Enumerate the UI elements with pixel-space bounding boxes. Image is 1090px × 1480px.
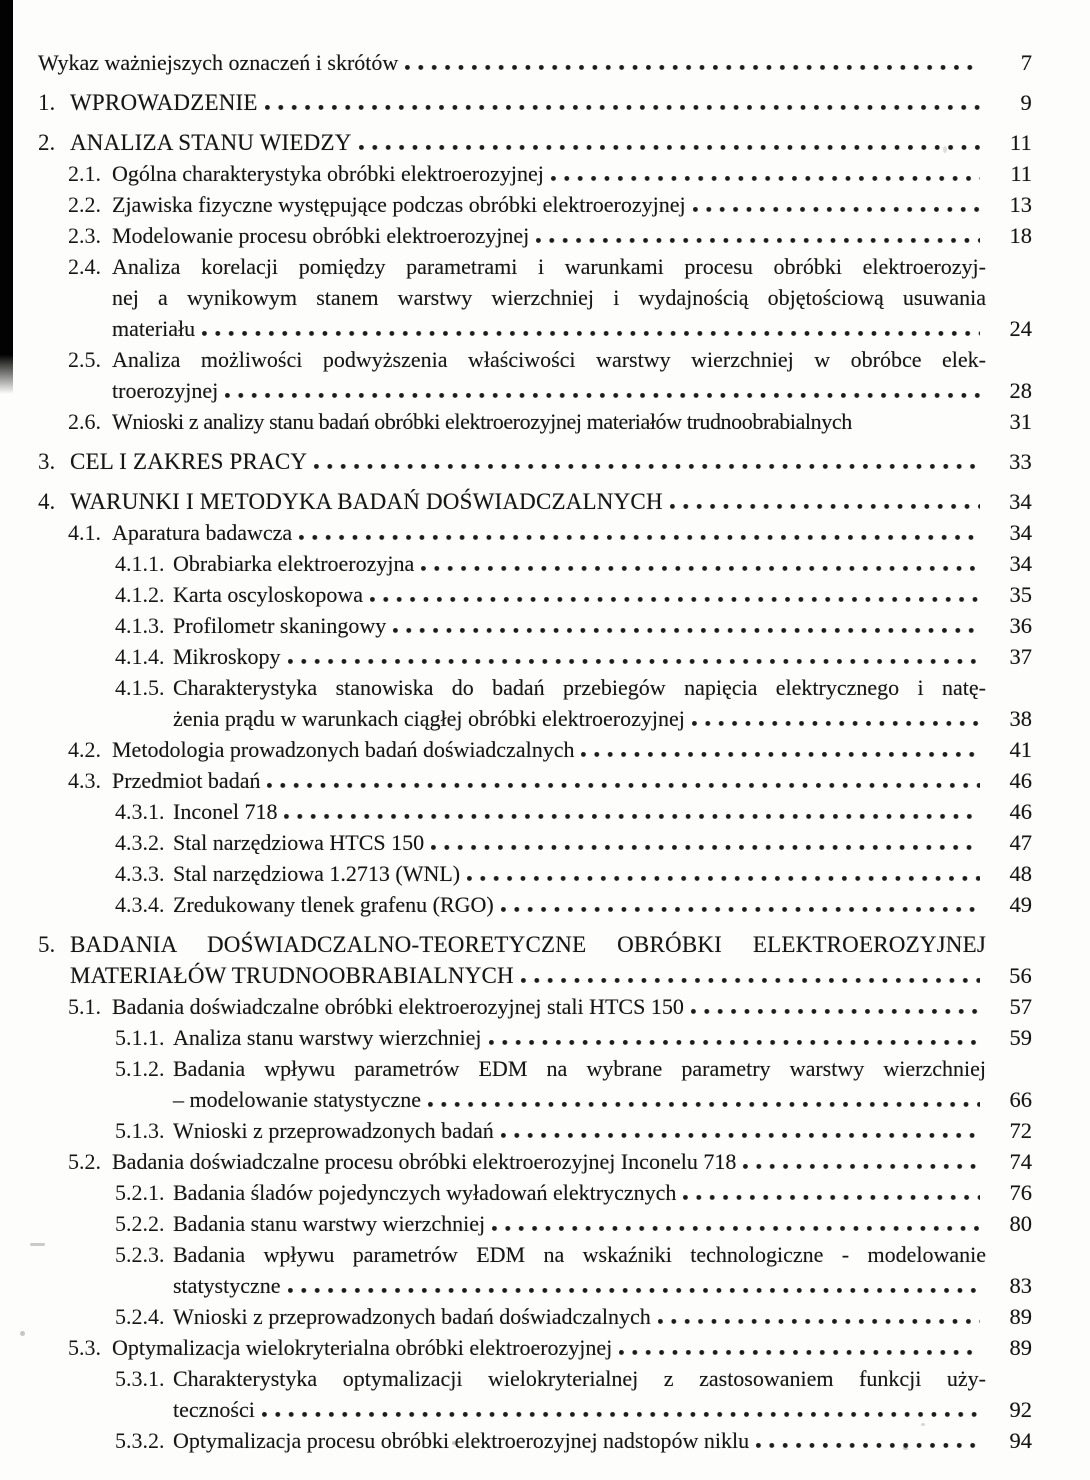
toc-entry-text: Badania doświadczalne obróbki elektroerozyjnej stali HTCS 150 (112, 994, 684, 1019)
toc-entry-text: Obrabiarka elektroerozyjna (173, 551, 415, 576)
page-number: 7 (1020, 50, 1032, 75)
dot-leader (405, 65, 980, 70)
toc-entry (0, 1146, 1032, 1177)
toc-entry (0, 579, 1032, 610)
dot-leader (421, 566, 980, 571)
dot-leader (743, 1164, 980, 1169)
toc-entry (0, 1115, 1032, 1146)
toc-entry-number: 4.3.4. (115, 892, 165, 917)
toc-entry-text: Stal narzędziowa HTCS 150 (173, 830, 425, 855)
page-number: 49 (1009, 892, 1032, 917)
dot-leader (262, 1412, 980, 1417)
page-number: 47 (1009, 830, 1032, 855)
toc-entry-number: 2.1. (68, 161, 101, 186)
dot-leader (431, 845, 980, 850)
toc-entry-text: Optymalizacja wielokryterialna obróbki elektroerozyjnej (112, 1335, 613, 1360)
toc-entry-number: 2.3. (68, 223, 101, 248)
page-number: 57 (1009, 994, 1032, 1019)
toc-entry-text: żenia prądu w warunkach ciągłej obróbki elektroerozyjnej (173, 706, 685, 731)
dot-leader (288, 1288, 980, 1293)
dot-leader (536, 238, 980, 243)
page-number: 83 (1009, 1273, 1032, 1298)
toc-entry (0, 127, 1032, 158)
toc-entry-number: 2.4. (68, 254, 101, 279)
toc-entry-number: 2.5. (68, 347, 101, 372)
toc-entry-number: 3. (38, 449, 56, 474)
dot-leader (691, 1009, 980, 1014)
dot-leader (359, 145, 980, 150)
page-number: 89 (1009, 1304, 1032, 1329)
toc-entry (0, 1022, 1032, 1053)
dot-leader (501, 1133, 980, 1138)
toc-entry (0, 991, 1032, 1022)
toc-entry (0, 889, 1032, 920)
page-number: 46 (1009, 768, 1032, 793)
page-number: 11 (1010, 161, 1032, 186)
page-number: 74 (1009, 1149, 1032, 1174)
page-number: 18 (1009, 223, 1032, 248)
toc-entry-text: Optymalizacja procesu obróbki elektroerozyjnej nadstopów niklu (173, 1428, 750, 1453)
toc-entry-number: 4.1.2. (115, 582, 165, 607)
page-number: 66 (1009, 1087, 1032, 1112)
toc-entry-text: Analiza korelacji pomiędzy parametrami i warunkami procesu obróbki elektroerozyj- (112, 254, 986, 279)
toc-entry-text: Badania doświadczalne procesu obróbki elektroerozyjnej Inconelu 718 (112, 1149, 737, 1174)
toc-entry-number: 5.1.2. (115, 1056, 165, 1081)
toc-entry-text: WARUNKI I METODYKA BADAŃ DOŚWIADCZALNYCH (70, 489, 663, 514)
page-number: 34 (1009, 489, 1032, 514)
toc-entry (0, 344, 1032, 406)
toc-entry-number: 4.3.3. (115, 861, 165, 886)
toc-entry-text: Zredukowany tlenek grafenu (RGO) (173, 892, 494, 917)
toc-entry (0, 1177, 1032, 1208)
toc-entry-number: 5.2.3. (115, 1242, 165, 1267)
page-number: 11 (1009, 130, 1032, 155)
page-number: 9 (1020, 90, 1032, 115)
toc-entry (0, 929, 1032, 991)
toc-entry-text: Mikroskopy (173, 644, 281, 669)
toc-entry-number: 4.1.4. (115, 644, 165, 669)
toc-entry-number: 4.2. (68, 737, 101, 762)
dot-leader (551, 176, 980, 181)
toc-entry-text: Ogólna charakterystyka obróbki elektroerozyjnej (112, 161, 544, 186)
toc-entry (0, 486, 1032, 517)
dot-leader (692, 721, 980, 726)
dot-leader (265, 105, 980, 110)
toc-entry-text: materiału (112, 316, 196, 341)
dot-leader (428, 1102, 980, 1107)
toc-entry-text: Karta oscyloskopowa (173, 582, 364, 607)
page-number: 33 (1009, 449, 1032, 474)
toc-entry-number: 5.1.1. (115, 1025, 165, 1050)
dot-leader (670, 504, 980, 509)
page-number: 94 (1009, 1428, 1032, 1453)
toc-entry-number: 5. (38, 932, 56, 957)
toc-entry-number: 4.3. (68, 768, 101, 793)
dot-leader (619, 1350, 980, 1355)
toc-entry (0, 1239, 1032, 1301)
page-number: 13 (1009, 192, 1032, 217)
page-number: 38 (1009, 706, 1032, 731)
dot-leader (202, 331, 980, 336)
dot-leader (756, 1443, 980, 1448)
toc-entry-text: teczności (173, 1397, 255, 1422)
toc-entry (0, 406, 1032, 437)
dot-leader (658, 1319, 980, 1324)
toc-entry-number: 5.2. (68, 1149, 101, 1174)
toc-entry-text: Charakterystyka optymalizacji wielokryterialnej z zastosowaniem funkcji uży- (173, 1366, 986, 1391)
dot-leader (683, 1195, 980, 1200)
toc-entry-number: 4.1.3. (115, 613, 165, 638)
page-number: 34 (1009, 551, 1032, 576)
toc-entry-text: BADANIA DOŚWIADCZALNO-TEORETYCZNE OBRÓBKI ELEKTROEROZYJNEJ (70, 932, 986, 957)
toc-entry-text: Aparatura badawcza (112, 520, 293, 545)
toc-entry-number: 5.3.1. (115, 1366, 165, 1391)
toc-entry-number: 2.2. (68, 192, 101, 217)
page-number: 35 (1009, 582, 1032, 607)
toc-entry-number: 4.1.5. (115, 675, 165, 700)
toc-entry (0, 220, 1032, 251)
toc-entry-text: Profilometr skaningowy (173, 613, 387, 638)
toc-entry-text: Metodologia prowadzonych badań doświadczalnych (112, 737, 575, 762)
toc-entry (0, 189, 1032, 220)
dot-leader (581, 752, 980, 757)
toc-entry-text: Analiza możliwości podwyższenia właściwości warstwy wierzchniej w obróbce elek- (112, 347, 986, 372)
page-number: 24 (1009, 316, 1032, 341)
toc-entry-text: – modelowanie statystyczne (173, 1087, 422, 1112)
toc-entry-text: Modelowanie procesu obróbki elektroerozyjnej (112, 223, 530, 248)
toc-entry-text: WPROWADZENIE (70, 90, 258, 115)
toc-entry-number: 5.3. (68, 1335, 101, 1360)
page-number: 46 (1009, 799, 1032, 824)
page-number: 34 (1009, 520, 1032, 545)
toc-entry (0, 548, 1032, 579)
toc-entry (0, 251, 1032, 344)
toc-entry-number: 4.1.1. (115, 551, 165, 576)
toc-entry-text: Analiza stanu warstwy wierzchniej (173, 1025, 482, 1050)
toc-entry-text: Zjawiska fizyczne występujące podczas obróbki elektroerozyjnej (112, 192, 686, 217)
toc-entry-number: 1. (38, 90, 56, 115)
toc-entry-number: 5.1. (68, 994, 101, 1019)
toc-entry (0, 672, 1032, 734)
toc-entry (0, 641, 1032, 672)
toc-entry (0, 610, 1032, 641)
toc-entry-text: Badania wpływu parametrów EDM na wybrane parametry warstwy wierzchniej (173, 1056, 986, 1081)
toc-entry-text: Wnioski z przeprowadzonych badań doświadczalnych (173, 1304, 651, 1329)
page-number: 36 (1009, 613, 1032, 638)
toc-entry-text: Badania stanu warstwy wierzchniej (173, 1211, 486, 1236)
toc-entry (0, 1301, 1032, 1332)
dot-leader (859, 424, 980, 429)
dot-leader (467, 876, 980, 881)
dot-leader (267, 783, 980, 788)
toc-entry (0, 796, 1032, 827)
page-number: 72 (1009, 1118, 1032, 1143)
toc-entry (0, 517, 1032, 548)
toc-entry (0, 158, 1032, 189)
dot-leader (225, 393, 980, 398)
toc-entry-text: Badania wpływu parametrów EDM na wskaźniki technologiczne - modelowanie (173, 1242, 986, 1267)
toc-entry-text: Inconel 718 (173, 799, 278, 824)
toc-entry-text: Przedmiot badań (112, 768, 261, 793)
dot-leader (693, 207, 980, 212)
toc-list (0, 47, 1032, 1456)
toc-entry-number: 4.3.2. (115, 830, 165, 855)
page-number: 37 (1009, 644, 1032, 669)
toc-entry (0, 1363, 1032, 1425)
dot-leader (501, 907, 980, 912)
page-number: 41 (1009, 737, 1032, 762)
toc-entry (0, 858, 1032, 889)
page-number: 48 (1009, 861, 1032, 886)
dot-leader (521, 978, 980, 983)
toc-entry (0, 1332, 1032, 1363)
toc-entry-number: 2. (38, 130, 56, 155)
toc-entry-text: Stal narzędziowa 1.2713 (WNL) (173, 861, 461, 886)
toc-entry (0, 446, 1032, 477)
dot-leader (370, 597, 980, 602)
toc-entry (0, 734, 1032, 765)
toc-entry (0, 765, 1032, 796)
dot-leader (288, 659, 980, 664)
toc-entry (0, 47, 1032, 78)
page-number: 59 (1009, 1025, 1032, 1050)
toc-entry (0, 827, 1032, 858)
toc-entry-number: 4.3.1. (115, 799, 165, 824)
toc-entry-number: 4. (38, 489, 56, 514)
page-number: 92 (1009, 1397, 1032, 1422)
toc-entry-number: 5.2.4. (115, 1304, 165, 1329)
toc-entry (0, 87, 1032, 118)
toc-entry-text: statystyczne (173, 1273, 281, 1298)
dot-leader (314, 464, 980, 469)
dot-leader (492, 1226, 980, 1231)
dot-leader (393, 628, 980, 633)
toc-entry-text: Badania śladów pojedynczych wyładowań elektrycznych (173, 1180, 677, 1205)
page-number: 89 (1009, 1335, 1032, 1360)
toc-entry (0, 1053, 1032, 1115)
toc-entry-text: CEL I ZAKRES PRACY (70, 449, 308, 474)
toc-entry-text: Wykaz ważniejszych oznaczeń i skrótów (38, 50, 399, 75)
page-number: 28 (1009, 378, 1032, 403)
toc-entry-number: 4.1. (68, 520, 101, 545)
toc-entry-number: 2.6. (68, 409, 101, 434)
toc-entry-text: MATERIAŁÓW TRUDNOOBRABIALNYCH (70, 963, 514, 988)
toc-entry (0, 1208, 1032, 1239)
toc-entry-number: 5.2.2. (115, 1211, 165, 1236)
toc-entry-number: 5.1.3. (115, 1118, 165, 1143)
page-number: 56 (1009, 963, 1032, 988)
toc-entry-text: Charakterystyka stanowiska do badań przebiegów napięcia elektrycznego i natę- (173, 675, 986, 700)
page-number: 80 (1009, 1211, 1032, 1236)
page-number: 31 (1009, 409, 1032, 434)
toc-entry (0, 1425, 1032, 1456)
toc-entry-text: Wnioski z przeprowadzonych badań (173, 1118, 494, 1143)
toc-entry-number: 5.3.2. (115, 1428, 165, 1453)
toc-entry-text: Wnioski z analizy stanu badań obróbki elektroerozyjnej materiałów trudnoobrabialnych (112, 409, 852, 434)
toc-entry-number: 5.2.1. (115, 1180, 165, 1205)
toc-entry-text: ANALIZA STANU WIEDZY (70, 130, 352, 155)
toc-entry-text: troerozyjnej (112, 378, 219, 403)
dot-leader (284, 814, 980, 819)
dot-leader (489, 1040, 981, 1045)
dot-leader (299, 535, 980, 540)
toc-entry-text: nej a wynikowym stanem warstwy wierzchniej i wydajnością objętościową usuwania (112, 285, 986, 310)
page-number: 76 (1009, 1180, 1032, 1205)
